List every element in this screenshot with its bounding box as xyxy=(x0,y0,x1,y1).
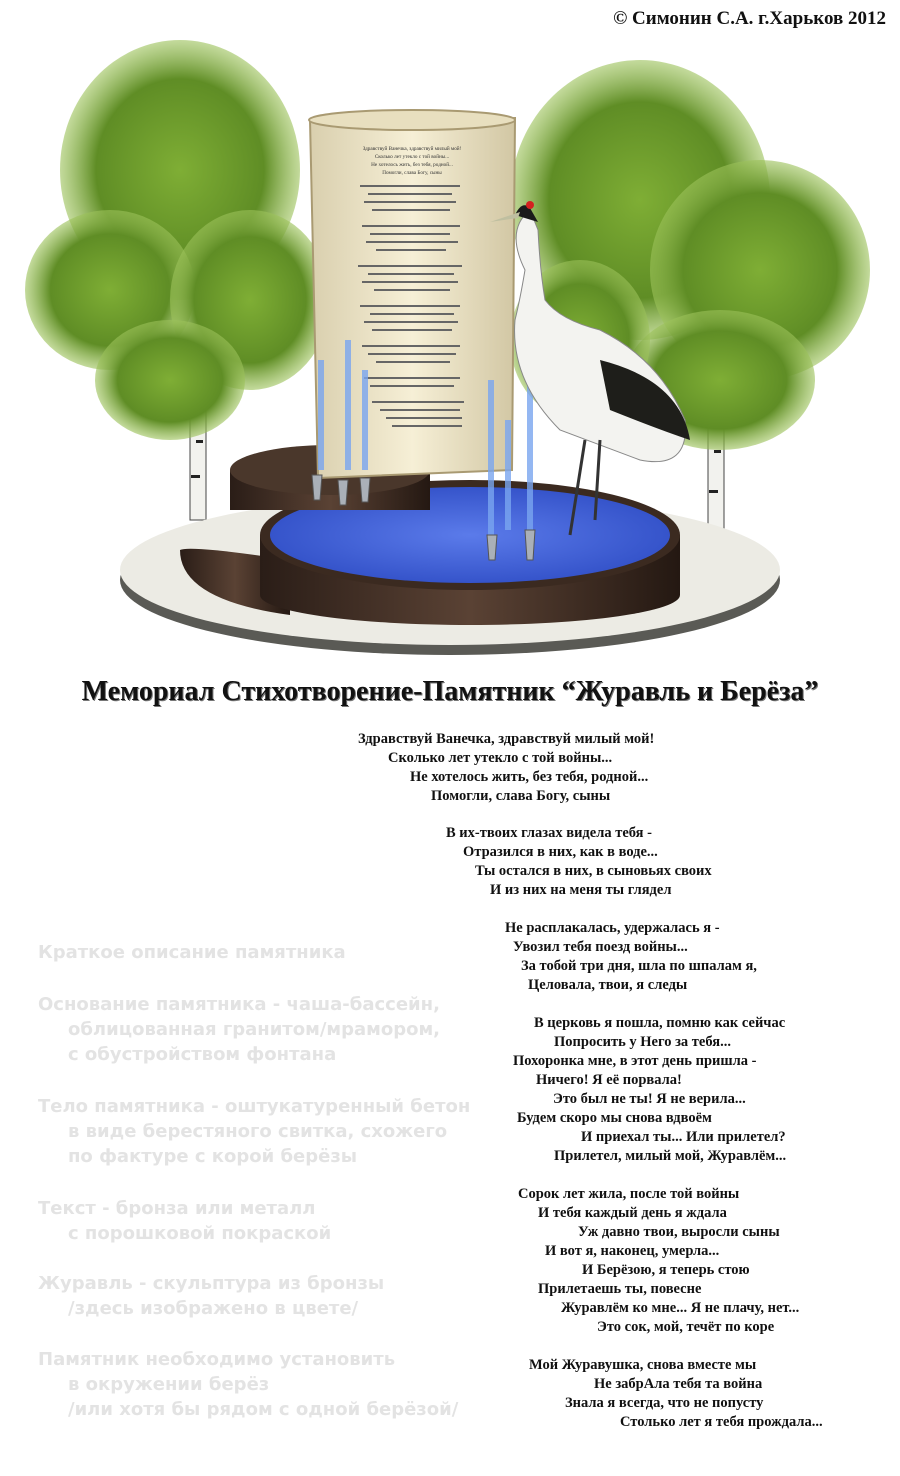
poem-line: В их-твоих глазах видела тебя - xyxy=(446,825,652,841)
copyright-text: © Симонин С.А. г.Харьков 2012 xyxy=(613,8,886,29)
description-line: с обустройством фонтана xyxy=(68,1044,337,1065)
poem-line: И приехал ты... Или прилетел? xyxy=(581,1129,786,1145)
poem-line: Целовала, твои, я следы xyxy=(528,977,688,993)
poem-line: Не хотелось жить, без тебя, родной... xyxy=(410,769,649,785)
page-title: Мемориал Стихотворение-Памятник “Журавль и Берёза” xyxy=(81,676,819,707)
birch-tree-right xyxy=(510,60,870,530)
description-heading: Краткое описание памятника xyxy=(38,942,346,963)
poem-line: Отразился в них, как в воде... xyxy=(463,844,658,860)
description-line: /или хотя бы рядом с одной берёзой/ xyxy=(68,1399,459,1420)
scroll-line-3: Не хотелось жить, без тебя, родной... xyxy=(371,162,453,168)
scroll-line-1: Здравствуй Ванечка, здравствуй милый мой! xyxy=(362,146,462,152)
poem-line: И тебя каждый день я ждала xyxy=(538,1205,727,1221)
poem-line: Не забрАла тебя та война xyxy=(594,1376,763,1392)
monument-base xyxy=(120,445,780,655)
poem-line: Похоронка мне, в этот день пришла - xyxy=(513,1053,757,1069)
poem-line: Будем скоро мы снова вдвоём xyxy=(517,1110,712,1126)
poem-line: Мой Журавушка, снова вместе мы xyxy=(529,1357,757,1373)
description-line: Текст - бронза или металл xyxy=(38,1198,316,1219)
scroll-line-4: Помогли, слава Богу, сыны xyxy=(382,170,442,176)
poem-line: Столько лет я тебя прождала... xyxy=(620,1414,823,1430)
description-line: по фактуре с корой берёзы xyxy=(68,1146,358,1167)
poem-line: Не расплакалась, удержалась я - xyxy=(505,920,720,936)
description-line: Основание памятника - чаша-бассейн, xyxy=(38,994,440,1015)
poem-line: Увозил тебя поезд войны... xyxy=(513,939,688,955)
description-line: Памятник необходимо установить xyxy=(38,1349,396,1370)
poem-line: Сорок лет жила, после той войны xyxy=(518,1186,740,1202)
poem-line: За тобой три дня, шла по шпалам я, xyxy=(521,958,757,974)
poem-line: И вот я, наконец, умерла... xyxy=(545,1243,720,1259)
poem-line: И из них на меня ты глядел xyxy=(490,882,672,898)
poem-line: Ты остался в них, в сыновьях своих xyxy=(475,863,712,879)
poem-line: Здравствуй Ванечка, здравствуй милый мой! xyxy=(358,731,655,747)
poem-line: Это сок, мой, течёт по коре xyxy=(597,1319,775,1335)
description-line: /здесь изображено в цвете/ xyxy=(68,1298,359,1319)
description-line: облицованная гранитом/мрамором, xyxy=(68,1019,441,1040)
poem-line: Прилетаешь ты, повесне xyxy=(538,1281,702,1297)
description-line: с порошковой покраской xyxy=(68,1223,332,1244)
description-line: Журавль - скульптура из бронзы xyxy=(38,1273,385,1294)
poem-line: Ничего! Я её порвала! xyxy=(536,1072,682,1088)
poem-line: Это был не ты! Я не верила... xyxy=(553,1091,746,1107)
poem-line: В церковь я пошла, помню как сейчас xyxy=(534,1015,786,1031)
poem-line: Знала я всегда, что не попусту xyxy=(565,1395,764,1411)
poem-line: И Берёзою, я теперь стою xyxy=(582,1262,750,1278)
monument-illustration xyxy=(0,0,900,680)
description-line: в окружении берёз xyxy=(68,1374,270,1395)
scroll-line-2: Сколько лет утекло с той войны... xyxy=(374,154,450,160)
poem-line: Сколько лет утекло с той войны... xyxy=(388,750,613,766)
poem-line: Журавлём ко мне... Я не плачу, нет... xyxy=(561,1300,800,1316)
poem-line: Уж давно твои, выросли сыны xyxy=(578,1224,780,1240)
poem-line: Прилетел, милый мой, Журавлём... xyxy=(554,1148,787,1164)
description-line: в виде берестяного свитка, схожего xyxy=(68,1121,448,1142)
poem-line: Попросить у Него за тебя... xyxy=(554,1034,731,1050)
poem-line: Помогли, слава Богу, сыны xyxy=(431,788,611,804)
description-line: Тело памятника - оштукатуренный бетон xyxy=(38,1096,471,1117)
